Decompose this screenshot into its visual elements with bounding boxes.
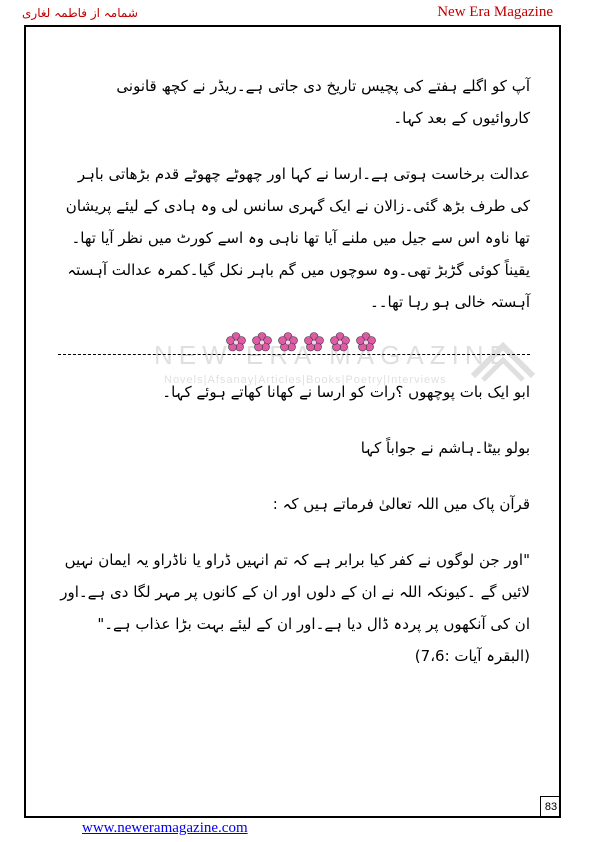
- header-author: شمامہ از فاطمہ لغاری: [22, 6, 138, 20]
- paragraph-4: بولو بیٹا۔ہاشم نے جواباً کہا: [360, 439, 530, 457]
- flower-icon: [330, 332, 350, 352]
- flower-divider: [58, 324, 530, 386]
- paragraph-3: ابو ایک بات پوچھوں ؟رات کو ارسا نے کھانا کھاتے ہوئے کہا۔: [162, 383, 530, 401]
- paragraph-5: قرآن پاک میں اللہ تعالیٰ فرماتے ہیں کہ :: [272, 495, 530, 513]
- flower-icon: [226, 332, 246, 352]
- watermark-title: NEW ERA MAGAZINE: [154, 340, 513, 370]
- page-number: 83: [540, 796, 561, 817]
- paragraph-2: عدالت برخاست ہوتی ہے۔ارسا نے کہا اور چھوٹے چھوٹے قدم بڑھاتی باہر کی طرف بڑھ گئی۔زالان نے ایک گہری سانس لی وہ ہادی کے لیئے پریشان تھا ناوہ اس سے جیل میں ملنے آیا تھا ناہی وہ اسے کورٹ میں نظر آیا تھا۔یقیناً کوئی گڑبڑ تھی۔وہ سوچوں میں گم باہر نکل گیا۔کمرہ عدالت آہستہ آہستہ خالی ہو رہا تھا۔۔: [65, 165, 530, 311]
- header-magazine-title: New Era Magazine: [437, 4, 553, 20]
- flower-icon: [304, 332, 324, 352]
- page-content: [58, 70, 530, 672]
- paragraph-6: "اور جن لوگوں نے کفر کیا برابر ہے کہ تم انہیں ڈراو یا ناڈراو یہ ایمان نہیں لائیں گے ۔کیونکہ اللہ نے ان کے دلوں اور ان کے کانوں پر مہر لگا دی ہے۔اور ان کی آنکھوں پر پردہ ڈال دیا ہے۔اور ان کے لیئے بہت بڑا عذاب ہے۔" (البقرہ آیات :7،6): [60, 551, 530, 665]
- flower-icon: [278, 332, 298, 352]
- paragraph-1: آپ کو اگلے ہفتے کی پچیس تاریخ دی جاتی ہے۔ریڈر نے کچھ قانونی کاروائیوں کے بعد کہا۔: [116, 77, 530, 127]
- footer-website-link[interactable]: www.neweramagazine.com: [82, 820, 248, 836]
- watermark-subtitle: Novels|Afsanay|Articles|Books|Poetry|Interviews: [164, 374, 447, 386]
- flower-icon: [356, 332, 376, 352]
- flower-icon: [252, 332, 272, 352]
